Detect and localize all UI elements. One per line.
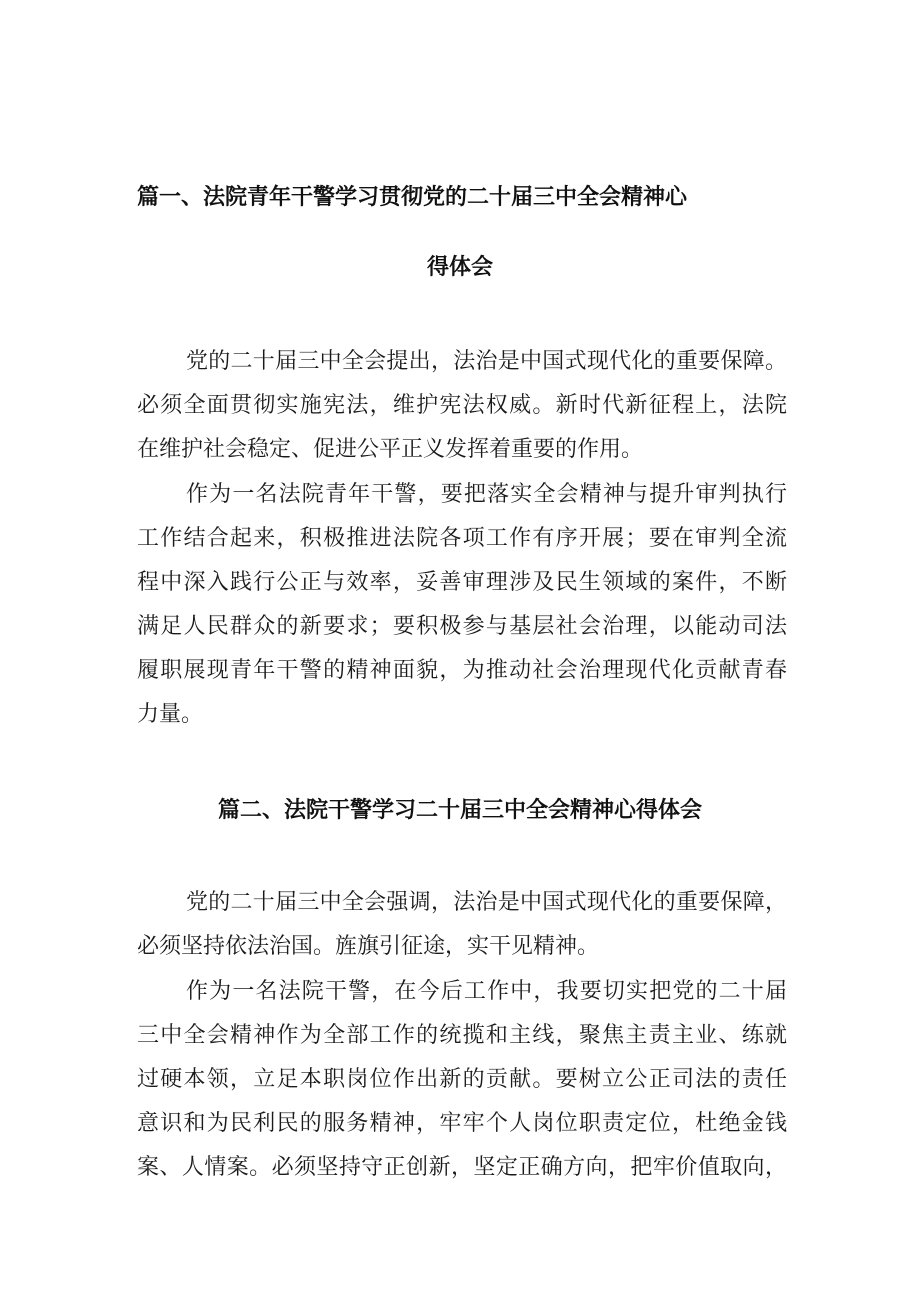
- s2-p2-line5: 案、人情案。必须坚持守正创新，坚定正确方向，把牢价值取向，: [137, 1155, 787, 1180]
- s1-p1-line3: 在维护社会稳定、促进公平正义发挥着重要的作用。: [137, 437, 644, 462]
- s1-p2-line6: 力量。: [137, 702, 204, 727]
- section1-title-line2: 得体会: [426, 255, 493, 280]
- section2-title: 篇二、法院干警学习二十届三中全会精神心得体会: [217, 798, 702, 823]
- section1-title-line1: 篇一、法院青年干警学习贯彻党的二十届三中全会精神心: [137, 185, 688, 210]
- s2-p2-line3: 过硬本领，立足本职岗位作出新的贡献。要树立公正司法的责任: [137, 1067, 787, 1092]
- s2-p1-line1: 党的二十届三中全会强调，法治是中国式现代化的重要保障，: [186, 890, 787, 915]
- s1-p1-line2: 必须全面贯彻实施宪法，维护宪法权威。新时代新征程上，法院: [137, 393, 787, 418]
- s2-p2-line4: 意识和为民利民的服务精神，牢牢个人岗位职责定位，杜绝金钱: [137, 1111, 787, 1136]
- s1-p2-line3: 程中深入践行公正与效率，妥善审理涉及民生领域的案件，不断: [137, 570, 787, 595]
- s2-p2-line2: 三中全会精神作为全部工作的统揽和主线，聚焦主责主业、练就: [137, 1023, 787, 1048]
- s1-p2-line5: 履职展现青年干警的精神面貌，为推动社会治理现代化贡献青春: [137, 658, 787, 683]
- s2-p1-line2: 必须坚持依法治国。旌旗引征途，实干见精神。: [137, 934, 600, 959]
- s1-p2-line2: 工作结合起来，积极推进法院各项工作有序开展；要在审判全流: [137, 526, 787, 551]
- s1-p2-line4: 满足人民群众的新要求；要积极参与基层社会治理，以能动司法: [137, 614, 787, 639]
- s1-p2-line1: 作为一名法院青年干警，要把落实全会精神与提升审判执行: [186, 482, 787, 507]
- s2-p2-line1: 作为一名法院干警，在今后工作中，我要切实把党的二十届: [186, 979, 787, 1004]
- s1-p1-line1: 党的二十届三中全会提出，法治是中国式现代化的重要保障。: [186, 349, 787, 374]
